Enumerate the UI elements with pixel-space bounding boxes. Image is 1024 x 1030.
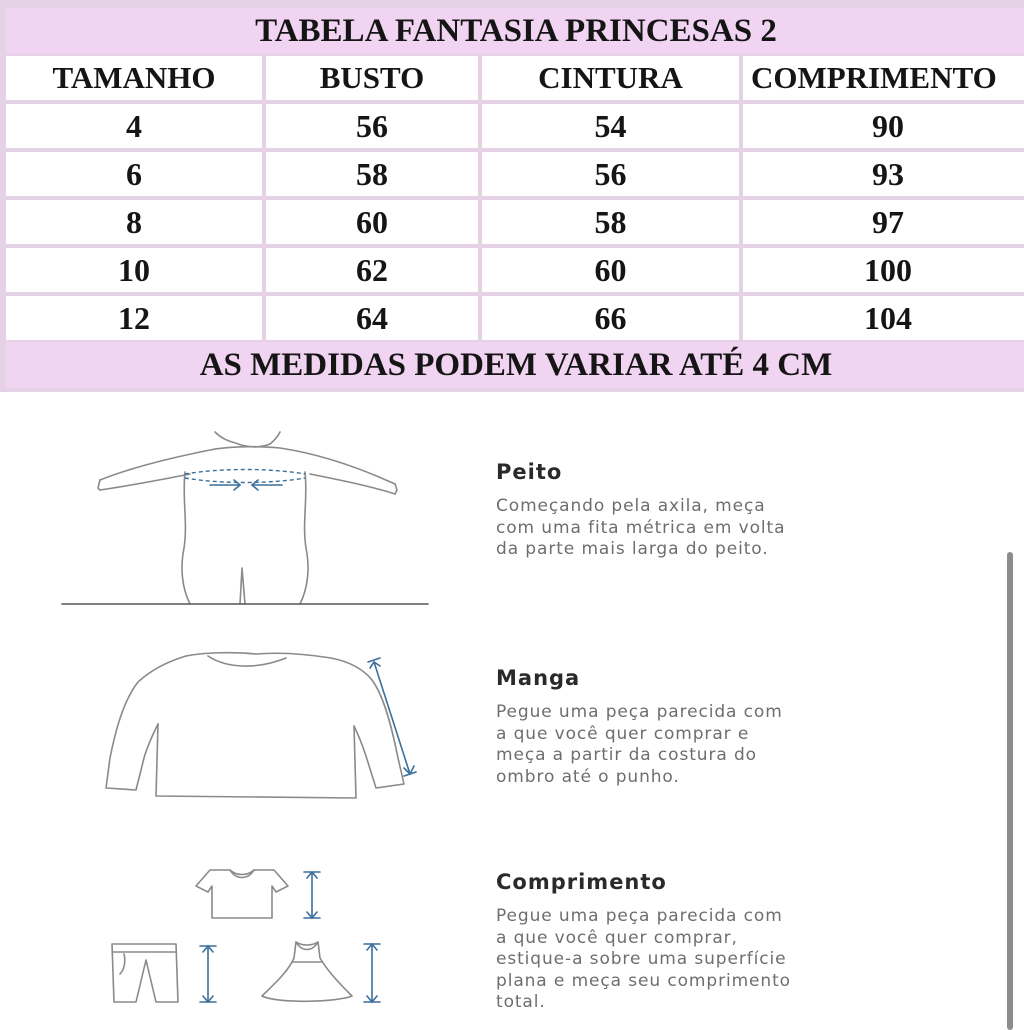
section-peito (496, 460, 966, 561)
text-line: a que você quer comprar, (496, 927, 738, 948)
text-line: da parte mais larga do peito. (496, 539, 769, 559)
section-title: Peito (496, 460, 563, 484)
table-cell: 93 (743, 152, 1024, 196)
long-sleeve-shirt-icon (96, 648, 426, 808)
text-line: a que você quer comprar e (496, 723, 750, 744)
tolerance-note: AS MEDIDAS PODEM VARIAR ATÉ 4 CM (6, 342, 1024, 388)
section-comprimento (496, 870, 966, 1014)
header-busto: BUSTO (266, 56, 478, 100)
table-cell: 60 (266, 200, 478, 244)
table-cell: 56 (482, 152, 739, 196)
table-cell: 58 (266, 152, 478, 196)
table-cell: 4 (6, 104, 262, 148)
text-line: com uma fita métrica em volta (496, 517, 786, 538)
section-text (496, 496, 966, 561)
header-comprimento: COMPRIMENTO (743, 56, 1024, 100)
text-line: total. (496, 992, 546, 1012)
table-cell: 64 (266, 296, 478, 340)
text-line: plana e meça seu comprimento (496, 970, 791, 991)
header-cintura: CINTURA (482, 56, 739, 100)
table-cell: 100 (743, 248, 1024, 292)
table-cell: 56 (266, 104, 478, 148)
table-title: TABELA FANTASIA PRINCESAS 2 (6, 8, 1024, 54)
text-line: estique-a sobre uma superfície (496, 949, 787, 969)
table-cell: 8 (6, 200, 262, 244)
section-title: Comprimento (496, 870, 667, 894)
table-cell: 62 (266, 248, 478, 292)
table-cell: 54 (482, 104, 739, 148)
table-cell: 6 (6, 152, 262, 196)
header-tamanho: TAMANHO (6, 56, 262, 100)
body-chest-icon (60, 428, 430, 608)
measuring-guide (0, 392, 1024, 1030)
table-cell: 97 (743, 200, 1024, 244)
text-line: Pegue uma peça parecida com (496, 906, 783, 926)
table-cell: 12 (6, 296, 262, 340)
garments-length-icon (106, 862, 396, 1012)
table-cell: 58 (482, 200, 739, 244)
table-cell: 10 (6, 248, 262, 292)
text-line: ombro até o punho. (496, 766, 680, 787)
section-manga (496, 666, 966, 788)
text-line: Começando pela axila, meça (496, 496, 766, 516)
table-cell: 66 (482, 296, 739, 340)
section-title: Manga (496, 666, 581, 690)
text-line: meça a partir da costura do (496, 745, 757, 765)
section-text (496, 906, 966, 1014)
section-text (496, 702, 966, 788)
table-cell: 60 (482, 248, 739, 292)
size-table (0, 0, 1024, 392)
table-cell: 90 (743, 104, 1024, 148)
size-grid (6, 56, 1024, 340)
scrollbar[interactable] (1007, 552, 1013, 1030)
text-line: Pegue uma peça parecida com (496, 702, 783, 722)
table-cell: 104 (743, 296, 1024, 340)
